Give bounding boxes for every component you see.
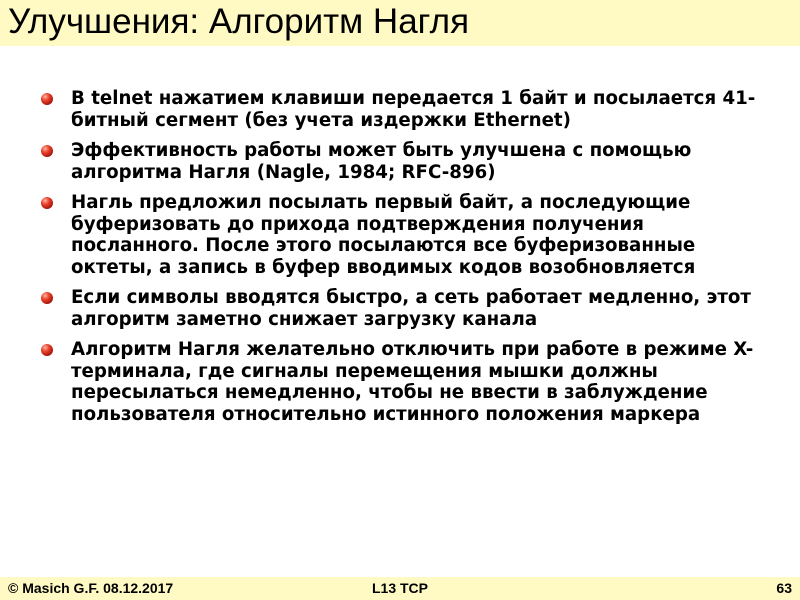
bullet-text: Нагль предложил посылать первый байт, а последующие буферизовать до прихода подтверждения получения посланного. После этого посылаются все буферизованные октеты, а запись в буфер вводимых кодов возобновляется <box>71 192 696 278</box>
bullet-text: В telnet нажатием клавиши передается 1 байт и посылается 41-битный сегмент (без учета издержки Ethernet) <box>71 88 756 131</box>
footer-copyright: © Masich G.F. 08.12.2017 <box>8 580 174 596</box>
footer-bar <box>0 577 800 600</box>
bullet-text: Алгоритм Нагля желательно отключить при работе в режиме X-терминала, где сигналы перемещения мышки должны пересылаться немедленно, чтобы не ввести в заблуждение пользователя относительно истинного положения маркера <box>71 339 754 425</box>
bullet-text: Если символы вводятся быстро, а сеть работает медленно, этот алгоритм заметно снижает загрузку канала <box>71 287 751 330</box>
red-sphere-bullet-icon <box>41 197 53 209</box>
bullet-item <box>40 140 770 183</box>
red-sphere-bullet-icon <box>41 344 53 356</box>
footer-page-number: 63 <box>776 580 792 596</box>
bullet-item <box>40 287 770 330</box>
red-sphere-bullet-icon <box>41 93 53 105</box>
red-sphere-bullet-icon <box>41 292 53 304</box>
title-bar <box>0 0 800 46</box>
footer-course: L13 TCP <box>371 580 428 596</box>
bullet-text: Эффективность работы может быть улучшена с помощью алгоритма Нагля (Nagle, 1984; RFC-896) <box>71 140 692 183</box>
bullet-item <box>40 88 770 131</box>
red-sphere-bullet-icon <box>41 145 53 157</box>
bullet-item <box>40 192 770 278</box>
bullet-item <box>40 339 770 425</box>
slide-title: Улучшения: Алгоритм Нагля <box>8 2 470 41</box>
bullet-list <box>40 88 770 434</box>
